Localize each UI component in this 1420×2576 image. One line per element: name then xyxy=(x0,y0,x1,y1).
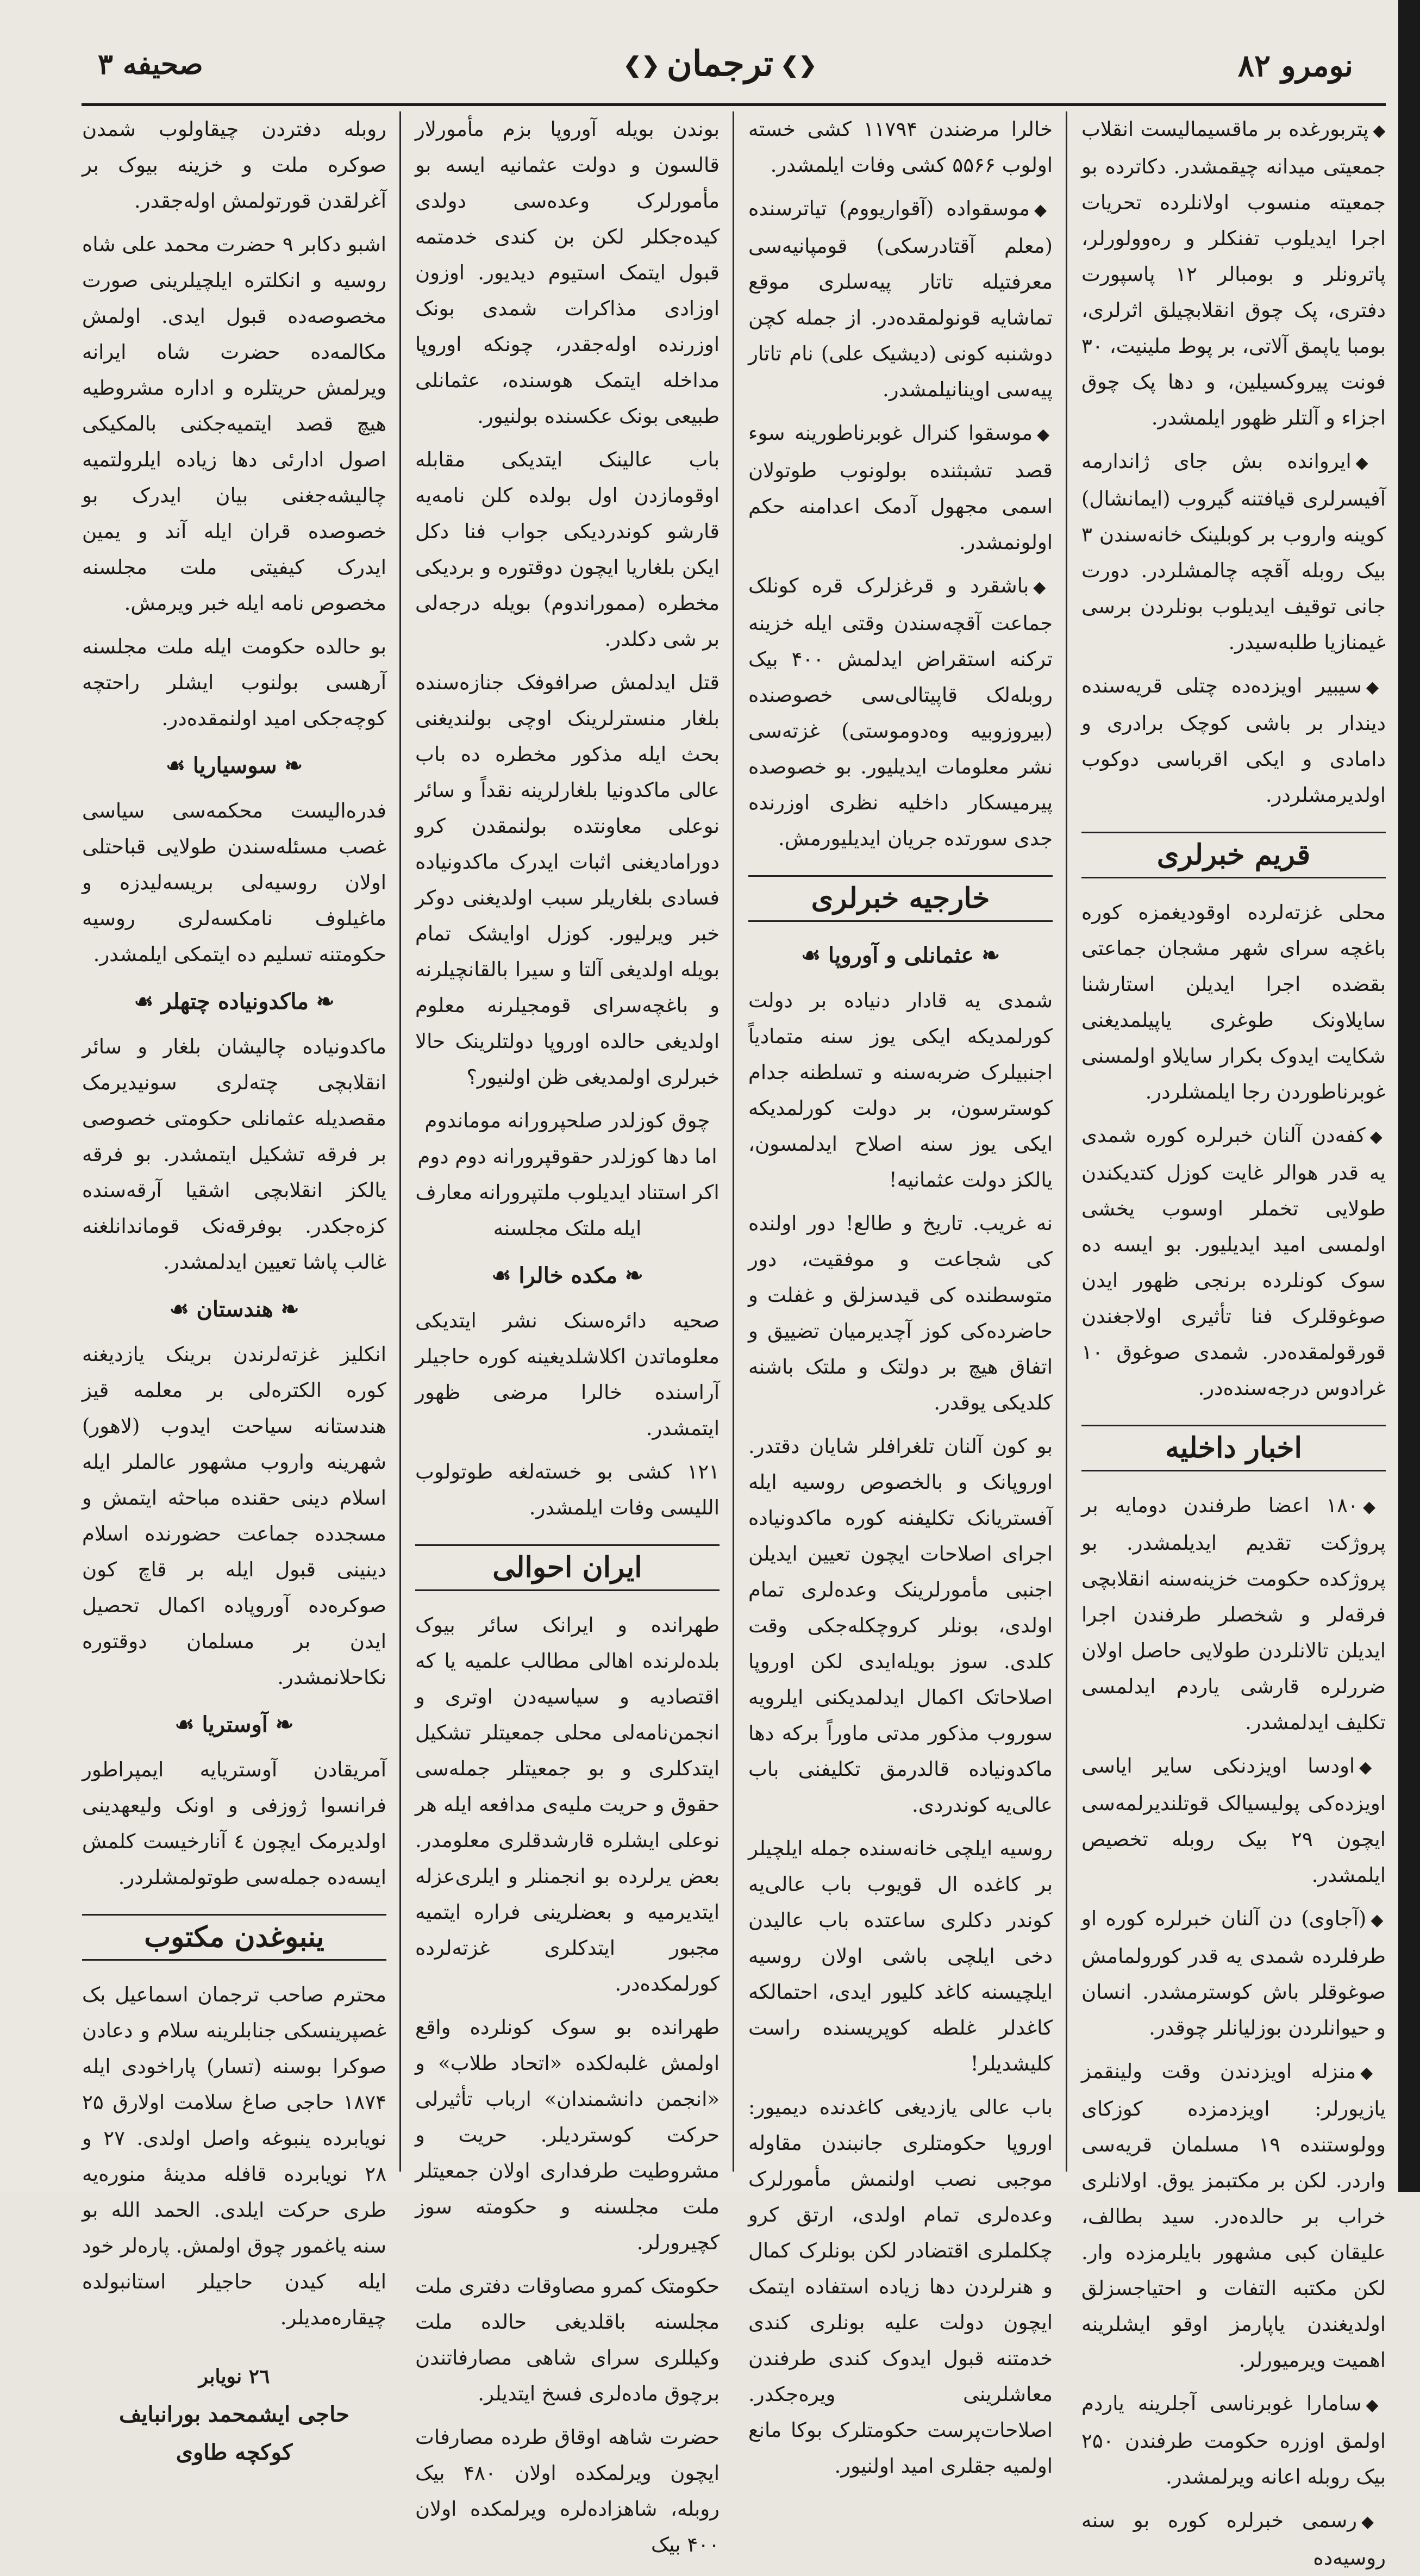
article-paragraph: بوندن بویله آوروپا بزم مأمورلار قالسون و دولت عثمانیه ایسه بو مأمورلرک وعده‌سی دولدی کیده‌جکلر لکن بن کندی خدمتمه قبول ایتمک استیوم دیدیور. اوزون اوزادی مذاکرات شمدی بونک اوزرنده اوله‌جقدر، چونکه اوروپا مداخله ایتمک هوسنده، عثمانلی طبیعی بونک عکسنده بولنیور. xyxy=(415,117,720,428)
signature-block xyxy=(82,2357,386,2472)
section-heading: قریم خبرلری xyxy=(1081,832,1386,878)
diamond-bullet-icon: ◆ xyxy=(1034,201,1053,220)
page-number: صحیفه ۳ xyxy=(98,48,203,81)
diamond-bullet-icon: ◆ xyxy=(1369,1127,1386,1146)
article-paragraph: ◆سیبیر اویزده‌ده چتلی قریه‌سنده دیندار بر باشی کوچک برادری و دامادی و ایکی اقرباسی دوکوب اولدیرمشلردر. xyxy=(1081,674,1386,807)
newspaper-title: ❮❯ ترجمان ❮❯ xyxy=(623,43,817,84)
article-paragraph: محلی غزته‌لرده اوقودیغمزه کوره باغچه سرای شهر مشجان جماعتی بقضده اجرا ایدیلن استارشنا سایلاونک طوغری یاپیلمدیغنی شکایت ایدوک بکرار سایلاو اولمسنی غوبرناطوردن رجا ایلمشلردر. xyxy=(1081,901,1386,1103)
diamond-bullet-icon: ◆ xyxy=(1033,578,1053,597)
subheading: ❧ ماکدونیاده چتهلر ☙ xyxy=(82,984,386,1019)
diamond-bullet-icon: ◆ xyxy=(1360,2063,1386,2082)
article-paragraph: ◆رسمی خبرلره کوره بو سنه روسیه‌ده xyxy=(1081,2509,1386,2569)
diamond-bullet-icon: ◆ xyxy=(1361,2512,1386,2531)
columns xyxy=(82,111,1386,2569)
scan-edge xyxy=(1398,0,1420,2192)
article-paragraph: ◆ایروانده بش جای ژاندارمه آفیسرلری قیافتنه گیروب (ایمانشال) کوینه واروب بر کوبلینک خانه‌سندن ۳ بیک روبله آقچه چالمشلردر. دورت جانی توقیف ایدیلوب بونلردن برسی غیمنازیا طلبه‌سیدر. xyxy=(1081,450,1386,654)
article-paragraph: اشبو دکابر ۹ حضرت محمد علی شاه روسیه و انکلتره ایلچیلرینی صورت مخصوصه‌ده قبول ایدی. اولمش مکالمه‌ده حضرت شاه ایرانه ویرلمش حریتلره و اداره مشروطیه هیچ قصد ایتمیه‌جکنی بالمکیکی اصول ادارئی دها زیاده ایلرولتمیه چالیشه‌جغنی بیان ایدرک بو خصوصده قران ایله آند و یمین ایدرک کیفیتی ملت مجلسنه مخصوص نامه ایله خبر ویرمش. xyxy=(82,233,386,615)
column-2 xyxy=(748,111,1053,2478)
article-paragraph: ◆۱۸۰ اعضا طرفندن دومایه بر پروژکت تقدیم ایدیلمشدر. بو پروژکده حکومت خزینه‌سنه انقلابچی فرقه‌لر و شخصلر طرفندن اجرا ایدیلن تالانلردن طولایی حاصل اولان ضررلره قارشی یاردم ایدلمسی تکلیف ایدلمشدر. xyxy=(1081,1494,1386,1734)
article-paragraph: طهرانده بو سوک کونلرده واقع اولمش غلبه‌لکده «اتحاد طلاب» و «انجمن دانشمندان» ارباب تأثیرلی حرکت کوستردیلر. حریت و مشروطیت طرفداری اولان جمعیتلر ملت مجلسنه و حکومته سوز کچیرورلر. xyxy=(415,2016,720,2254)
article-paragraph: ◆اودسا اویزدنکی سایر ایاسی اویزده‌کی پولیسیالک قوتلندیرلمه‌سی ایچون ۲۹ بیک روبله تخصیص ایلمشدر. xyxy=(1081,1754,1386,1887)
article-paragraph: طهرانده و ایرانک سائر بیوک بلده‌لرنده اهالی مطالب علمیه یا که اقتصادیه و سیاسیه‌دن اوتری و انجمن‌نامه‌لی محلی جمعیتلر تشکیل ایتدکلری و بو جمعیتلر جمله‌سی حقوق و حریت ملیه‌ی مدافعه ایله هر نوعلی ایشلره قارشدقلری معلومدر. بعض یرلرده بو انجمنلر و ایلری‌عزله ایتدیرمیه و بعضلرینی فراره ایتمیه مجبور ایتدکلری غزته‌لرده کورلمکده‌در. xyxy=(415,1613,720,1995)
signature-place: کوکچه طاوی xyxy=(176,2440,293,2465)
diamond-bullet-icon: ◆ xyxy=(1366,678,1386,697)
verse: چوق کوزلدر صلحپرورانه موماندوم اما دها کوزلدر حقوقپرورانه دوم دوم اکر استناد ایدیلوب ملتپرورانه معارف ایله ملتک مجلسنه xyxy=(415,1109,720,1240)
subheading: ❧ عثمانلی و آوروپا ☙ xyxy=(748,938,1053,973)
column-1 xyxy=(1081,111,1386,2569)
article-paragraph: ◆منزله اویزدندن وقت ولینقمز یازیورلر: اویزدمزده کوزکای وولوستنده ۱۹ مسلمان قریه‌سی واردر. لکن بر مکتبمز یوق. اولانلری خراب بر حالده‌در. سید بطالف، علیقان کبی مشهور بایلرمزده وار. لکن مکتبه التفات و احتیاجسزلق اولدیغندن یاپارمز اوقو ایشلرینه اهمیت ویرمیورلر. xyxy=(1081,2060,1386,2372)
section-heading: خارجیه خبرلری xyxy=(748,875,1053,922)
article-paragraph: محترم صاحب ترجمان اسماعیل بک غصپرینسکی جنابلرینه سلام و دعادن صوکرا بوسنه (تسار) پاراخودی ایله ۱۸۷۴ حاجی صاغ سلامت اولارق ۲۵ نویابرده ینبوغه واصل اولدی. ۲۷ و ۲۸ نویابرده قافله مدینهٔ منوره‌یه طری حرکت ایلدی. الحمد الله بو سنه یاغمور چوق اولمش. پاره‌لر خود ایله کیدن حاجیلر استانبولده چیقاره‌مدیلر. xyxy=(82,1983,386,2329)
article-paragraph: ◆موسقوا کنرال غوبرناطورینه سوء قصد تشبثنده بولونوب طوتولان اسمی مجهول آدمک اعدامنه حکم اولونمشدر. xyxy=(748,421,1053,554)
article-paragraph: ◆موسقواده (آقواریووم) تیاترسنده (معلم آقتادرسکی) قومپانیه‌سی معرفتیله تاتار پیه‌سلری موقع تماشایه قونولمقده‌در. از جمله کچن دوشنبه کونی (دیشیک علی) نام تاتار پیه‌سی اوینانیلمشدر. xyxy=(748,197,1053,401)
article-paragraph: ◆باشقرد و قرغزلرک قره کونلک جماعت آقچه‌سندن وقتی ایله خزینه ترکنه استقراض ایدلمش ۴۰۰ بیک روبله‌لک قاپیتالی‌سی خصوصنده (بیروزوبیه وەدوموستی) غزته‌سی نشر معلومات ایدیلیور. بو خصوصده پیرمیسکار داخلیه نظری اوزرنده جدی سورتده جریان ایدیلیورمش. xyxy=(748,574,1053,850)
diamond-bullet-icon: ◆ xyxy=(1362,1498,1386,1517)
column-divider xyxy=(399,111,401,2172)
diamond-bullet-icon: ◆ xyxy=(1366,2396,1386,2415)
article-paragraph: قتل ایدلمش صرافوفک جنازه‌سنده بلغار منسترلرینک اوچی بولندیغنی بحث ایله مذکور مخطره ده باب عالی ماکدونیا بلغارلرینه نقداً و سائر نوعلی معاونتده بولنمقدن کرو دوراماديغنی اثبات ایدرک ماکدونیاده فسادی بلغاریلر سبب اولدیغنی دوکر خبر ویرلیور. کوزل اوایشک تمام بویله اولدیغی آلتا و سیرا بالقانچیلرنه و باغچه‌سرای قومجیلرنه معلوم اولدیغی حالده اوروپا دولتلرینک حالا خبرلری اولمدیغی ظن اولنیور؟ xyxy=(415,671,720,1089)
signature-name: حاجی ایشمحمد بورانبایف xyxy=(119,2402,349,2427)
subheading: ❧ آوستریا ☙ xyxy=(82,1707,386,1742)
article-paragraph: ◆کفه‌دن آلنان خبرلره کوره شمدی یه قدر هوالر غایت کوزل کتدیکندن طولایی تخملر اوسوب یخشی اولمسی امید ایدیلیور. بو ایسه ده سوک کونلرده برنجی ظهور ایدن صوغوقلرک فنا تأثیری اولاجغندن قورقولمقده‌در. شمدی صوغوق ۱۰ غرادوس درجه‌سنده‌در. xyxy=(1081,1124,1386,1400)
section-heading: ینبوغدن مکتوب xyxy=(82,1914,386,1961)
article-paragraph: شمدی یه قادار دنیاده بر دولت کورلمدیکه ایکی یوز سنه متمادیاً اجنبیلرک ضربه‌سنه و تسلطنه جدام کوسترسون، بر دولت کورلمدیکه ایکی یوز سنه اصلاح ایدلمسون، یالکز دولت عثمانیه! xyxy=(748,989,1053,1192)
article-paragraph: ◆سامارا غوبرناسی آجلرینه یاردم اولمق اوزره حکومت طرفندن ۲۵۰ بیک روبله اعانه ویرلمشدر. xyxy=(1081,2392,1386,2488)
diamond-bullet-icon: ◆ xyxy=(1359,1758,1386,1777)
article-paragraph: ◆پتربورغده بر ماقسیمالیست انقلاب جمعیتی میدانه چیقمشدر. دکاترده بو جمعیته منسوب اولانلرده تحریات اجرا ایدیلوب تفنکلر و ره‌وولورلر، پاترونلر و بومبالر ۱۲ پاسپورت دفتری، پک چوق انقلابچیلق اثرلری، بومبا یاپمق آلاتی، بر پوط ملینیت، ۳۰ فونت پیروکسیلین، و دها پک چوق اجزاء و آلتلر ظهور ایلمشدر. xyxy=(1081,117,1386,429)
subheading: ❧ سوسیاریا ☙ xyxy=(82,749,386,783)
article-paragraph: فدره‌الیست محکمه‌سی سیاسی غصب مسئله‌سندن طولایی قباحتلی اولان روسیه‌لی بریسه‌لیدزه و ماغیلوف نامکسه‌لری روسیه حکومتنه تسلیم ده ایتمکی ایلمشدر. xyxy=(82,799,386,966)
article-paragraph: ماکدونیاده چالیشان بلغار و سائر انقلابچی چته‌لری سونیدیرمک مقصدیله عثمانلی حکومتی خصوصی بر فرقه تشکیل ایتمشدر. بو فرقه یالکز انقلابچی اشقیا آرقه‌سنده کزه‌جکدر. بوفرقه‌نک قوماندانلغنه غالب پاشا تعیین ایدلمشدر. xyxy=(82,1035,386,1274)
subheading: ❧ هندستان ☙ xyxy=(82,1292,386,1327)
article-paragraph: بو حالده حکومت ایله ملت مجلسنه آرهسی بولنوب ایشلر راحتچه کوچه‌جکی امید اولنمقده‌در. xyxy=(82,635,386,730)
section-heading: ایران احوالی xyxy=(415,1544,720,1591)
column-3 xyxy=(415,111,720,2556)
column-divider xyxy=(1066,111,1067,2172)
article-paragraph: ۱۲۱ کشی بو خسته‌لغه طوتولوب اللیسی وفات ایلمشدر. xyxy=(415,1460,720,1519)
section-heading: اخبار داخلیه xyxy=(1081,1425,1386,1471)
article-paragraph: روسیه ایلچی خانه‌سنده جمله ایلچیلر بر کاغده ال قویوب باب عالی‌یه کوندر دکلری ساعتده باب عالیدن دخی ایلچی باشی اولان روسیه ایلچیسنه کاغد کلیور ایدی، احتمالکه کاغدلر غلطه کوپریسنده راست کلیشدیلر! xyxy=(748,1837,1053,2075)
diamond-bullet-icon: ◆ xyxy=(1355,453,1386,472)
article-paragraph: انکلیز غزته‌لرندن برینک یازدیغنه کوره الکتره‌لی بر معلمه قیز هندستانه سیاحت ایدوب (لاهور) شهرینه واروب مشهور عالملر ایله اسلام دینی حقنده مباحثه ایتمش و مسجدده جماعت حضورنده اسلام دینینی قبول ایله بر قاچ کون صوکره‌ده آوروپاده اکمال تحصیل ایدن بر مسلمان دوقتوره نکاحلانمشدر. xyxy=(82,1343,386,1689)
diamond-bullet-icon: ◆ xyxy=(1371,1911,1386,1930)
article-paragraph: خالرا مرضندن ۱۱۷۹۴ کشی خسته اولوب ۵۵۶۶ کشی وفات ایلمشدر. xyxy=(748,117,1053,177)
article-paragraph: صحیه دائره‌سنک نشر ایتدیکی معلوماتدن اکلاشلدیغینه کوره حاجیلر آراسنده خالرا مرضی ظهور ایتمشدر. xyxy=(415,1309,720,1440)
column-divider xyxy=(733,111,734,2172)
diamond-bullet-icon: ◆ xyxy=(1373,121,1386,140)
article-paragraph: بو کون آلنان تلغرافلر شایان دقتدر. اوروپانک و بالخصوص روسیه ایله آفستریانک تکلیفنه کوره ماکدونیاده اجرای اصلاحات ایچون تعیین ایدیلن اجنبی مأمورلرینک وعده‌لری تمام اولدی، بونلر کروچکله‌جکی وقت کلدی. سوز بویله‌ایدی لکن اوروپا اصلاحاتک اکمال ایدلمدیکنی ایلرویه سوروب مذکور مدتی ماوراً برکه دها ماکدونیاده قالدرمق تکلیفنی باب عالی‌یه کوندردی. xyxy=(748,1434,1053,1817)
column-4 xyxy=(82,111,386,2465)
header-rule xyxy=(82,103,1386,106)
article-paragraph: باب عالی یازدیغی کاغدنده دیمیور: اوروپا حکومتلری جانبندن مقاوله موجبی نصب اولنمش مأمورلرک وعده‌لری تمام اولدی، ارتق کرو چکلملری اقتضادر لکن بونلرک کمال و هنرلردن دها زیاده استفاده ایتمک ایچون دولت علیه بونلری کندی خدمتنه قبول ایدوک کندی طرفندن معاشلرینی ویره‌جکدر. اصلاحات‌پرست حکومتلرک بوکا مانع اولمیه جقلری امید اولنیور. xyxy=(748,2095,1053,2478)
article-paragraph: باب عالینک ایتدیکی مقابله اوقومازدن اول بولده کلن نامه‌یه قارشو کوندردیکی جواب فنا دکل ایکن بلغاریا ایچون دوقتوره و بردیکی مخطره (مموراندوم) بویله درجه‌لی بر شی دکلدر. xyxy=(415,448,720,651)
article-paragraph: حکومتک کمرو مصاوقات دفتری ملت مجلسنه باقلدیغی حالده ملت وکیللری سرای شاهی مصارفاتندن برچوق ماده‌لری فسخ ایتدیلر. xyxy=(415,2274,720,2405)
article-paragraph: حضرت شاهه اوقاق طرده مصارفات ایچون ویرلمکده اولان ۴۸۰ بیک روبله، شاهزاده‌لره ویرلمکده اولان ۴۰۰ بیک xyxy=(415,2425,720,2556)
issue-number: نومرو ۸۲ xyxy=(1237,48,1353,84)
article-paragraph: روبله دفتردن چیقاولوب شمدن صوکره ملت و خزینه بیوک بر آغرلقدن قورتولمش اوله‌جقدر. xyxy=(82,117,386,213)
article-paragraph: نه غریب. تاریخ و طالع! دور اولنده کی شجاعت و موفقیت، دور متوسطنده کی قیدسزلق و غفلت و حاضرده‌کی کوز آچدیرمیان تضییق و اتفاق هیچ بر دولتک و ملتک باشنه کلدیکی یوقدر. xyxy=(748,1212,1053,1414)
masthead xyxy=(65,38,1375,103)
diamond-bullet-icon: ◆ xyxy=(1037,425,1053,444)
article-paragraph: آمریقادن آوستریایه ایمپراطور فرانسوا ژوزفی و اونک ولیعهدینی اولدیرمک ایچون ٤ آنارخیست کلمش ایسه‌ده جمله‌سی طوتولمشلردر. xyxy=(82,1758,386,1889)
letter-date: ۲٦ نویابر xyxy=(198,2365,270,2388)
article-paragraph: ◆(آجاوی) دن آلنان خبرلره کوره او طرفلرده شمدی یه قدر کورولمامش صوغوقلر باش کوسترمشدر. انسان و حیوانلردن بوزلیانلر چوقدر. xyxy=(1081,1907,1386,2039)
subheading: ❧ مکده خالرا ☙ xyxy=(415,1258,720,1293)
